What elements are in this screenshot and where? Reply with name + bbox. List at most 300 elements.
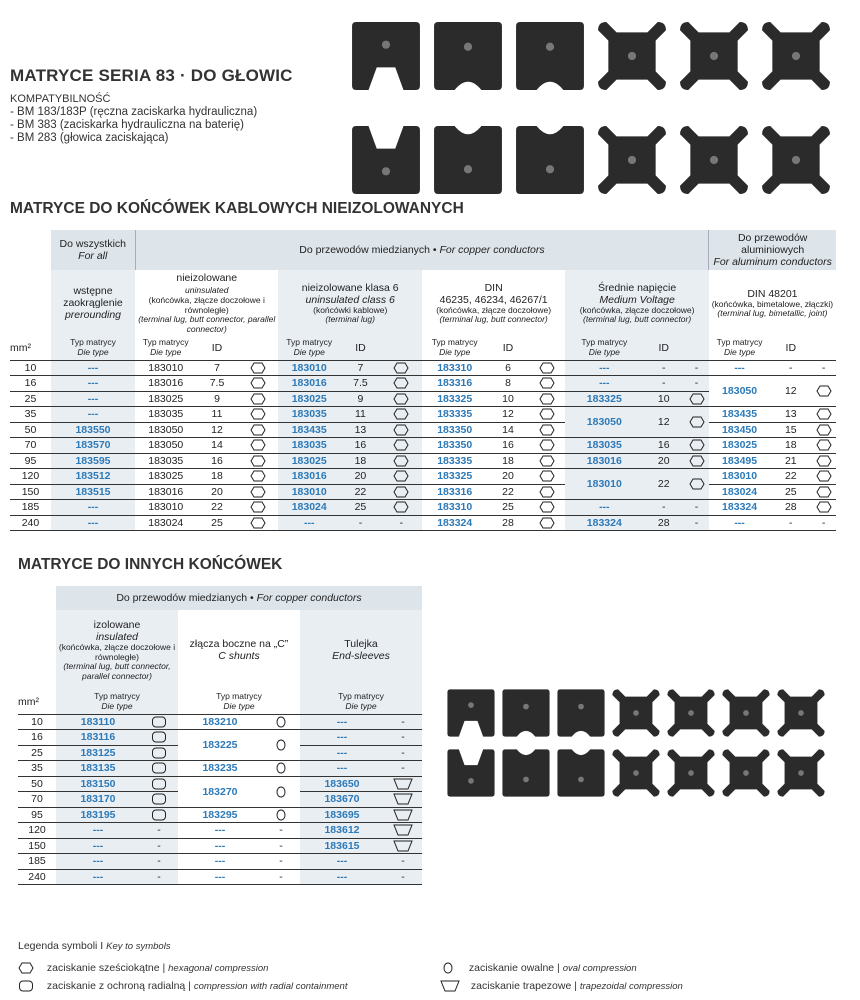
legend-oval: zaciskanie owalne | oval compression: [440, 962, 637, 974]
symbol-cell: [237, 422, 278, 438]
col-medium-voltage: Średnie napięcie Medium Voltage (końcówka, złącze doczołowe) (terminal lug, butt connector): [565, 270, 708, 336]
table-cell: 10: [643, 391, 684, 407]
table-cell: 183024: [722, 485, 758, 498]
table-cell: 6: [505, 361, 511, 374]
table-cell: 14: [502, 423, 514, 436]
symbol-cell: [381, 376, 422, 392]
hexagon-icon: [539, 424, 555, 436]
table-cell: 183495: [722, 454, 758, 467]
table-cell: 183325: [437, 470, 473, 483]
table-cell: 183324: [565, 515, 643, 531]
table-cell: 183316: [437, 377, 473, 390]
symbol-cell: [528, 422, 565, 438]
table-cell: 20: [643, 453, 684, 469]
symbol-cell: [811, 407, 836, 423]
symbol-cell: [684, 407, 709, 438]
table-cell: 183016: [278, 469, 339, 485]
table-cell: 183435: [278, 422, 339, 438]
table-cell: 12: [502, 408, 514, 421]
hexagon-icon: [689, 478, 705, 490]
table-row: [10, 453, 836, 469]
legend-hex: zaciskanie sześciokątne | hexagonal compression: [18, 962, 268, 974]
oval-icon: [273, 786, 289, 798]
symbol-cell: [528, 391, 565, 407]
symbol-cell: [528, 453, 565, 469]
empty-symbol-cell: -: [381, 515, 422, 531]
table-row: [18, 761, 422, 777]
table-cell: 183025: [148, 470, 184, 483]
table-cell: -: [643, 376, 684, 392]
table-cell: -: [340, 515, 381, 531]
table-cell: ---: [734, 361, 745, 374]
hexagon-icon: [393, 439, 409, 451]
empty-symbol-cell: -: [140, 838, 178, 854]
mm-label: mm²: [10, 341, 31, 354]
hexagon-icon: [250, 517, 266, 529]
hexagon-icon: [250, 486, 266, 498]
table-cell: 22: [784, 470, 797, 483]
table-cell: 7: [214, 361, 220, 374]
table-cell: ---: [214, 824, 226, 837]
table-cell: 183570: [51, 438, 135, 454]
table-cell: 20: [502, 470, 514, 483]
uninsulated-dies-table: Do wszystkich For all Do przewodów miedzianych • For copper conductors Do przewodów aluminiowych For aluminum conductors wstępne zaokrąglenie prerounding nieizolowane uninsulated (końcówka, złącze doczołowe i równoległe) (terminal lug, butt connector, parallel connector) nieizolowane klasa 6 uninsulated class 6 (końcówki kablowe) (terminal lug) DIN 46235, 46234, 46267/1 (końcówka, złącze doczołowe) (terminal lug, butt connector) Średnie napięcie Medium Voltage (końcówka, złącze doczołowe) (terminal lug, butt connector) DIN 48201 (końcówka, bimetalowe, złączki) (terminal lug, bimetallic, joint) mm² Typ matrycy Die type Typ matrycy Die type ID Typ matrycy Die type ID Typ matrycy Die type ID Typ matrycy Die type ID Typ matrycy Die type ID 10 --- 183010 7 183010 7 183310 6 --- - - --- - - 16 --- 183016 7.5 183016 7.5 183316 8 --- - - 183050 12 25 --- 183025 9 183025 9 183325 10 183325 10 35 --- 183035 11 183035 11 183335 12 183050 12 183435 13 50 183550 183050 12 183435 13 183350 14 183450 15 70 183570 183050 14 183035 16 183350 16 183035 16 183025 18 95 183595 183035 16 183025 18 183335 18 183016 20 183495 21 120 183512 183025 18 183016 20 183325 20 183010 22 183010 22 150 183515 183016 20 183010 22 183316 22 183024 25 185 --- 183010 22 183024 25 183310 25 --- - - 183324 28 240 --- 183024 25 --- - - 183324 28 183324 28 - --- - -: [10, 230, 836, 531]
col-prerounding: wstępne zaokrąglenie prerounding: [51, 270, 135, 336]
symbol-cell: [811, 422, 836, 438]
symbol-cell: [381, 500, 422, 516]
oval-icon: [440, 962, 456, 974]
table-cell: 183050: [148, 439, 184, 452]
table-cell: 10: [502, 392, 514, 405]
hexagon-icon: [539, 501, 555, 513]
rounded-rect-icon: [18, 980, 34, 992]
table-cell: 183170: [56, 792, 140, 808]
hexagon-icon: [816, 424, 832, 436]
table-cell: 95: [31, 808, 43, 821]
trapezoid-icon: [393, 824, 413, 836]
symbol-cell: [140, 745, 178, 761]
hexagon-icon: [689, 455, 705, 467]
table-cell: 14: [211, 439, 223, 452]
symbol-cell: [237, 438, 278, 454]
empty-symbol-cell: -: [384, 761, 422, 777]
hexagon-icon: [816, 439, 832, 451]
group-all: Do wszystkich For all: [51, 230, 135, 270]
symbol-cell: [381, 453, 422, 469]
symbol-cell: [381, 484, 422, 500]
table-cell: 12: [211, 423, 223, 436]
table-cell: 183225: [202, 739, 238, 751]
table-cell: 9: [214, 392, 220, 405]
symbol-cell: [237, 376, 278, 392]
dies-photo-top: [350, 18, 840, 198]
trapezoid-icon: [393, 840, 413, 852]
symbol-cell: [262, 714, 300, 730]
symbol-cell: [381, 360, 422, 376]
table-row: [18, 854, 422, 870]
symbol-cell: [684, 469, 709, 500]
table-cell: 10: [24, 361, 37, 374]
table-cell: 95: [24, 454, 37, 467]
rounded-rect-icon: [151, 809, 167, 821]
table-cell: 183010: [565, 469, 643, 500]
table-cell: 18: [502, 454, 514, 467]
col-uninsulated: nieizolowane uninsulated (końcówka, złącze doczołowe i równoległe) (terminal lug, butt connector, parallel connector): [138, 272, 276, 334]
empty-symbol-cell: -: [821, 516, 826, 529]
symbol-cell: [811, 500, 836, 516]
table-cell: 28: [784, 501, 797, 514]
table-cell: 183316: [437, 485, 473, 498]
table-row: [10, 360, 836, 376]
empty-symbol-cell: -: [384, 869, 422, 885]
table-cell: 183010: [722, 470, 758, 483]
table-cell: 183325: [437, 392, 473, 405]
empty-symbol-cell: -: [684, 500, 709, 516]
table-cell: ---: [214, 855, 226, 868]
symbol-cell: [237, 360, 278, 376]
symbol-cell: [237, 469, 278, 485]
rounded-rect-icon: [151, 731, 167, 743]
table-cell: 7.5: [340, 376, 381, 392]
table-cell: 183335: [437, 454, 473, 467]
table-cell: 50: [24, 423, 37, 436]
table-row: [18, 838, 422, 854]
hexagon-icon: [393, 408, 409, 420]
table-cell: 183615: [300, 838, 384, 854]
table-cell: 70: [31, 793, 43, 806]
table-cell: ---: [278, 515, 339, 531]
hexagon-icon: [539, 393, 555, 405]
table-cell: ---: [214, 839, 226, 852]
symbol-cell: [528, 376, 565, 392]
oval-icon: [273, 716, 289, 728]
symbol-cell: [528, 500, 565, 516]
hexagon-icon: [539, 408, 555, 420]
table-cell: ---: [565, 500, 643, 516]
table-cell: 22: [643, 469, 684, 500]
symbol-cell: [262, 807, 300, 823]
symbol-cell: [811, 453, 836, 469]
empty-symbol-cell: -: [140, 823, 178, 839]
table-cell: 183025: [148, 392, 184, 405]
table-cell: 183670: [300, 792, 384, 808]
table-cell: 16: [340, 438, 381, 454]
hexagon-icon: [393, 486, 409, 498]
table-cell: 183025: [278, 391, 339, 407]
dies-photo-bottom: [446, 688, 846, 818]
table-cell: 183435: [722, 408, 758, 421]
symbol-cell: [528, 515, 565, 531]
other-dies-table: Do przewodów miedzianych • For copper conductors izolowane insulated (końcówka, złącze doczołowe i równoległe) (terminal lug, butt connector, parallel connector) złącza boczne na „C” C shunts Tulejka End-sleeves mm² Typ matrycy Die type Typ matrycy Die type Typ matrycy Die type 10 183110 183210 --- - 16 183116 183225 --- - 25 183125 --- - 35 183135 183235 --- - 50 183150 183270 183650 70 183170 183670 95 183195 183295 183695 120 --- - --- - 183612 150 --- - --- - 183615 185 --- - --- - --- - 240 --- - --- - --- -: [18, 586, 422, 885]
table-row: [18, 823, 422, 839]
table-cell: 20: [340, 469, 381, 485]
table-cell: 183125: [56, 745, 140, 761]
die-type-header: Typ matrycy Die type: [51, 336, 135, 360]
hexagon-icon: [816, 455, 832, 467]
table-row: [10, 438, 836, 454]
symbol-cell: [684, 438, 709, 454]
symbol-cell: [811, 438, 836, 454]
hexagon-icon: [250, 439, 266, 451]
table-cell: ---: [51, 376, 135, 392]
empty-symbol-cell: -: [684, 360, 709, 376]
table-cell: 183035: [278, 407, 339, 423]
table-cell: 183050: [565, 407, 643, 438]
symbol-cell: [140, 792, 178, 808]
table-cell: 35: [31, 762, 43, 775]
empty-symbol-cell: -: [384, 714, 422, 730]
table-cell: 183595: [51, 453, 135, 469]
symbol-cell: [262, 761, 300, 777]
table-cell: 183350: [437, 423, 473, 436]
table-cell: 25: [784, 485, 797, 498]
rounded-rect-icon: [151, 793, 167, 805]
symbol-cell: [384, 807, 422, 823]
group-copper: Do przewodów miedzianych • For copper conductors: [135, 230, 709, 270]
table-cell: 183550: [51, 422, 135, 438]
hexagon-icon: [393, 424, 409, 436]
table-cell: 183310: [437, 501, 473, 514]
hexagon-icon: [250, 408, 266, 420]
table-cell: 183016: [565, 453, 643, 469]
table-cell: 20: [211, 485, 223, 498]
table-cell: 16: [24, 377, 37, 390]
table-cell: ---: [300, 714, 384, 730]
hexagon-icon: [816, 470, 832, 482]
hexagon-icon: [393, 393, 409, 405]
col-aluminum-din: DIN 48201 (końcówka, bimetalowe, złączki) (terminal lug, bimetallic, joint): [711, 287, 834, 318]
hexagon-icon: [250, 377, 266, 389]
table-cell: 185: [21, 501, 40, 514]
col-end-sleeves: Tulejka End-sleeves: [300, 610, 422, 690]
symbol-cell: [528, 360, 565, 376]
hexagon-icon: [250, 455, 266, 467]
hexagon-icon: [393, 501, 409, 513]
hexagon-icon: [689, 439, 705, 451]
hexagon-icon: [539, 455, 555, 467]
table-cell: ---: [300, 745, 384, 761]
empty-symbol-cell: -: [384, 854, 422, 870]
table-cell: 25: [502, 501, 514, 514]
legend-trap: zaciskanie trapezowe | trapezoidal compression: [440, 980, 683, 992]
table-cell: 240: [21, 516, 40, 529]
symbol-cell: [384, 838, 422, 854]
symbol-cell: [381, 438, 422, 454]
hexagon-icon: [689, 393, 705, 405]
table-cell: 183116: [56, 730, 140, 746]
hexagon-icon: [250, 393, 266, 405]
hexagon-icon: [250, 424, 266, 436]
page-title: MATRYCE SERIA 83 · DO GŁOWIC: [10, 66, 293, 85]
hexagon-icon: [539, 470, 555, 482]
symbol-cell: [140, 730, 178, 746]
table-cell: 18: [211, 470, 223, 483]
symbol-cell: [140, 807, 178, 823]
table-cell: 25: [24, 392, 37, 405]
oval-icon: [273, 809, 289, 821]
table-cell: 18: [340, 453, 381, 469]
empty-symbol-cell: -: [684, 376, 709, 392]
table-cell: ---: [565, 376, 643, 392]
table-cell: 22: [211, 501, 223, 514]
symbol-cell: [237, 407, 278, 423]
symbol-cell: [384, 792, 422, 808]
symbol-cell: [381, 422, 422, 438]
table-cell: 183324: [437, 516, 473, 529]
table-cell: 183650: [300, 776, 384, 792]
legend-title: Legenda symboli I Key to symbols: [18, 940, 171, 952]
hexagon-icon: [250, 501, 266, 513]
table-cell: ---: [51, 515, 135, 531]
table-cell: 12: [784, 385, 797, 397]
compatibility: [10, 93, 257, 145]
rounded-rect-icon: [151, 762, 167, 774]
table-cell: 183450: [722, 423, 758, 436]
table-row: [18, 776, 422, 792]
empty-symbol-cell: -: [140, 869, 178, 885]
table-cell: 183235: [202, 762, 238, 775]
table-cell: 183010: [278, 360, 339, 376]
table-cell: 183035: [148, 408, 184, 421]
table-cell: 183016: [148, 377, 184, 390]
table-cell: 183324: [722, 501, 758, 514]
table-row: [10, 484, 836, 500]
symbol-cell: [384, 823, 422, 839]
table-cell: -: [643, 360, 684, 376]
compatibility-item: - BM 283 (głowica zaciskająca): [10, 132, 169, 144]
section-title-uninsulated: MATRYCE DO KOŃCÓWEK KABLOWYCH NIEIZOLOWANYCH: [10, 200, 464, 217]
table-cell: 183195: [56, 807, 140, 823]
table-cell: 183310: [437, 361, 473, 374]
table-cell: 183010: [148, 361, 184, 374]
table-cell: ---: [300, 761, 384, 777]
col-din: DIN 46235, 46234, 46267/1 (końcówka, złącze doczołowe) (terminal lug, butt connector): [436, 281, 552, 324]
table-cell: 16: [502, 439, 514, 452]
symbol-cell: [684, 391, 709, 407]
table-cell: 183035: [148, 454, 184, 467]
symbol-cell: [684, 453, 709, 469]
table-row: [18, 807, 422, 823]
symbol-cell: [381, 469, 422, 485]
col-class6: nieizolowane klasa 6 uninsulated class 6 (końcówki kablowe) (terminal lug): [278, 270, 421, 336]
empty-symbol-cell: -: [384, 730, 422, 746]
compatibility-item: - BM 383 (zaciskarka hydrauliczna na baterię): [10, 119, 244, 131]
dies-image: [446, 688, 846, 818]
table-cell: 183035: [565, 438, 643, 454]
table-cell: 120: [28, 824, 46, 837]
hexagon-icon: [393, 470, 409, 482]
table-cell: 240: [28, 870, 46, 883]
legend-radial: zaciskanie z ochroną radialną | compression with radial containment: [18, 980, 347, 992]
group-aluminum: Do przewodów aluminiowych For aluminum conductors: [709, 230, 836, 270]
table-cell: 183515: [51, 484, 135, 500]
table-cell: 35: [24, 408, 37, 421]
table-row: [10, 407, 836, 423]
hexagon-icon: [393, 377, 409, 389]
hexagon-icon: [539, 377, 555, 389]
table-cell: 120: [21, 470, 40, 483]
hexagon-icon: [689, 416, 705, 428]
table-cell: 183210: [202, 715, 238, 728]
table-cell: 21: [784, 454, 797, 467]
hexagon-icon: [539, 439, 555, 451]
symbol-cell: [528, 469, 565, 485]
table-cell: 7: [340, 360, 381, 376]
compatibility-item: - BM 183/183P (ręczna zaciskarka hydrauliczna): [10, 106, 258, 118]
table-cell: 12: [643, 407, 684, 438]
empty-symbol-cell: -: [140, 854, 178, 870]
table-cell: ---: [56, 869, 140, 885]
table-cell: 15: [784, 423, 797, 436]
table-cell: 183110: [56, 714, 140, 730]
table-cell: 13: [784, 408, 797, 421]
trapezoid-icon: [393, 793, 413, 805]
table-row: [10, 515, 836, 531]
symbol-cell: [528, 484, 565, 500]
table-cell: 185: [28, 855, 46, 868]
symbol-cell: [528, 407, 565, 423]
table-cell: 16: [211, 454, 223, 467]
hexagon-icon: [816, 486, 832, 498]
table-cell: ---: [565, 360, 643, 376]
hexagon-icon: [393, 362, 409, 374]
rounded-rect-icon: [151, 747, 167, 759]
table-cell: 183325: [565, 391, 643, 407]
oval-icon: [273, 762, 289, 774]
table-cell: 183024: [148, 516, 184, 529]
table-cell: ---: [214, 870, 226, 883]
empty-symbol-cell: -: [279, 824, 283, 837]
hexagon-icon: [250, 470, 266, 482]
table-cell: 11: [211, 408, 223, 421]
hexagon-icon: [816, 501, 832, 513]
hexagon-icon: [250, 362, 266, 374]
table-cell: 7.5: [209, 377, 225, 390]
hexagon-icon: [18, 962, 34, 974]
empty-symbol-cell: -: [384, 745, 422, 761]
symbol-cell: [528, 438, 565, 454]
hexagon-icon: [539, 362, 555, 374]
symbol-cell: [262, 776, 300, 807]
table-cell: 183295: [202, 808, 238, 821]
table-cell: 22: [340, 484, 381, 500]
table-cell: 22: [502, 485, 514, 498]
table-cell: -: [789, 361, 793, 374]
table-cell: 183025: [722, 439, 758, 452]
table-cell: ---: [734, 516, 745, 529]
table-row: [18, 714, 422, 730]
table-cell: ---: [300, 869, 384, 885]
table-row: [10, 500, 836, 516]
table-cell: 183016: [278, 376, 339, 392]
table-cell: ---: [56, 838, 140, 854]
table-cell: 8: [505, 377, 511, 390]
symbol-cell: [140, 714, 178, 730]
symbol-cell: [811, 484, 836, 500]
table-cell: 183695: [300, 807, 384, 823]
table-cell: 183024: [278, 500, 339, 516]
symbol-cell: [262, 730, 300, 761]
empty-symbol-cell: -: [279, 839, 283, 852]
empty-symbol-cell: -: [279, 855, 283, 868]
hexagon-icon: [393, 455, 409, 467]
table-cell: 183010: [278, 484, 339, 500]
hexagon-icon: [539, 486, 555, 498]
symbol-cell: [381, 407, 422, 423]
empty-symbol-cell: -: [684, 515, 709, 531]
col-insulated: izolowane insulated (końcówka, złącze doczołowe i równoległe) (terminal lug, butt connector, parallel connector): [56, 610, 178, 690]
table-cell: 28: [502, 516, 514, 529]
